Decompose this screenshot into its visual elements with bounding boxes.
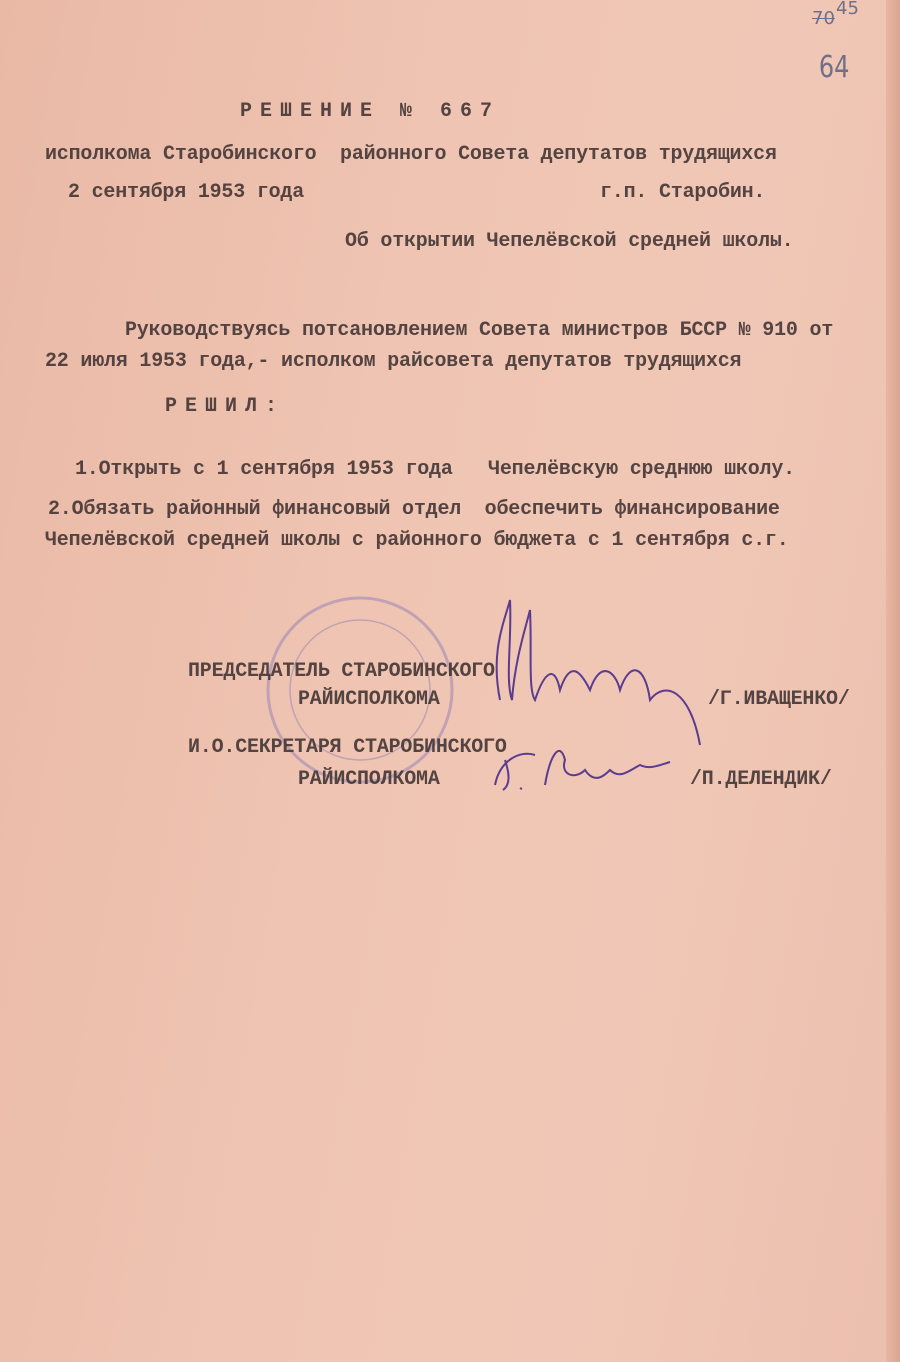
chairman-name: /Г.ИВАЩЕНКО/ (708, 688, 850, 711)
sheet-number: 64 (818, 50, 850, 85)
signature-chairman (497, 600, 700, 745)
item-2-line-1: 2.Обязать районный финансовый отдел обеспечить финансирование (48, 498, 780, 521)
document-place: г.п. Старобин. (600, 181, 766, 204)
signature-secretary (495, 751, 670, 790)
item-2-line-2: Чепелёвской средней школы с районного бюджета с 1 сентября с.г. (45, 529, 789, 552)
issuer-line: исполкома Старобинского районного Совета депутатов трудящихся (45, 143, 777, 166)
old-sheet-number: 70 (812, 8, 835, 29)
secretary-title-line-1: И.О.СЕКРЕТАРЯ СТАРОБИНСКОГО (188, 736, 507, 759)
document-title: РЕШЕНИЕ № 667 (240, 100, 501, 123)
corrected-sheet-number: 45 (836, 0, 859, 19)
item-1: 1.Открыть с 1 сентября 1953 года Чепелёвскую среднюю школу. (75, 458, 795, 481)
preamble-line-2: 22 июля 1953 года,- исполком райсовета депутатов трудящихся (45, 350, 742, 373)
chairman-title-line-1: ПРЕДСЕДАТЕЛЬ СТАРОБИНСКОГО (188, 660, 495, 683)
chairman-title-line-2: РАЙИСПОЛКОМА (298, 688, 440, 711)
document-subject: Об открытии Чепелёвской средней школы. (345, 230, 794, 253)
document-date: 2 сентября 1953 года (68, 181, 305, 204)
secretary-title-line-2: РАЙИСПОЛКОМА (298, 768, 440, 791)
secretary-name: /П.ДЕЛЕНДИК/ (690, 768, 832, 791)
preamble-line-1: Руководствуясь потсановлением Совета министров БССР № 910 от (125, 319, 834, 342)
decided-heading: РЕШИЛ: (165, 395, 286, 418)
